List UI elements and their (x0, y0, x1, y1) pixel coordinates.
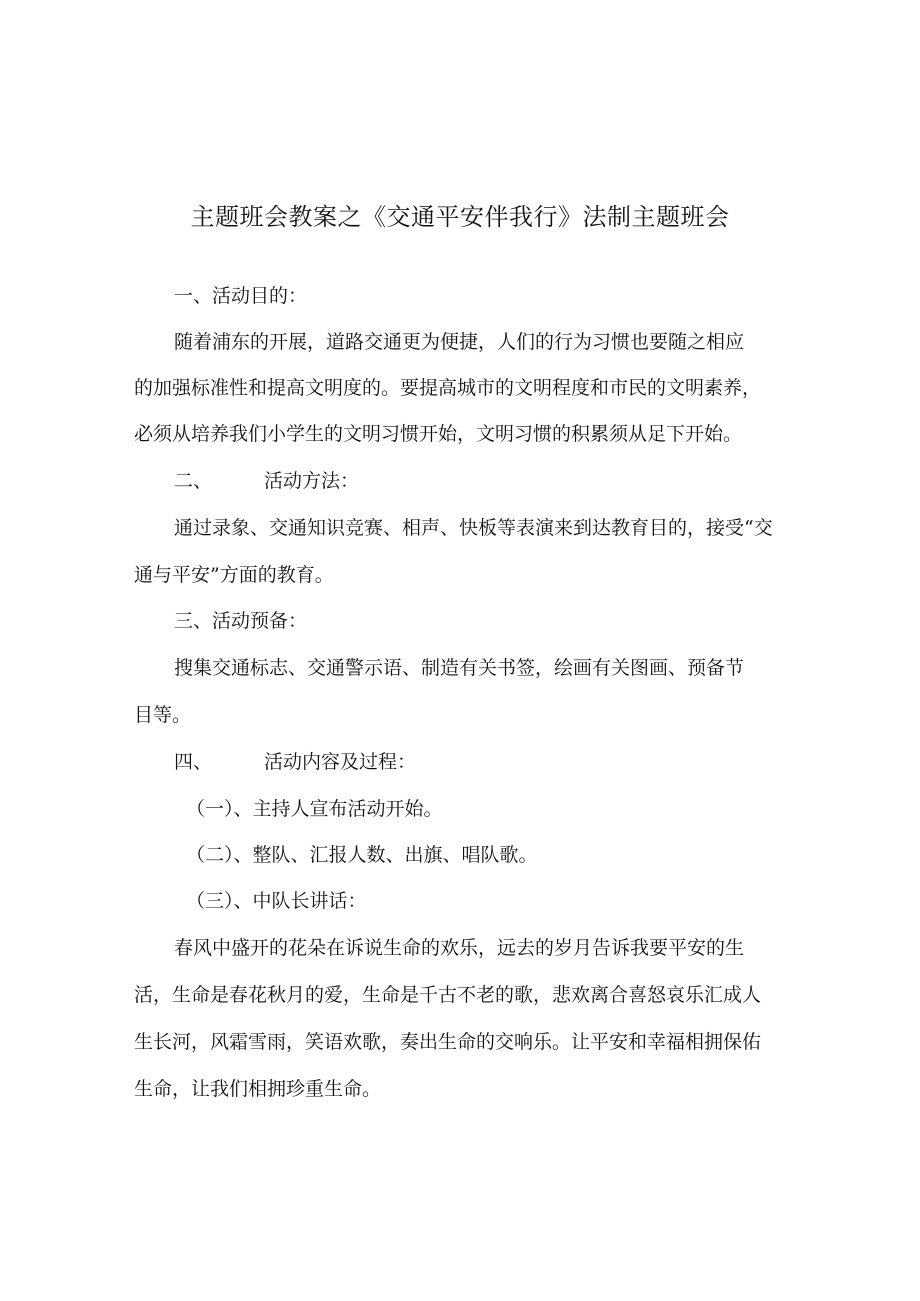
step-item: （三）、中队长讲话： (186, 890, 367, 912)
section-heading (174, 748, 416, 776)
section-heading: 一、活动目的： (174, 285, 308, 307)
paragraph-line: 随着浦东的开展，道路交通更为便捷，人们的行为习惯也要随之相应 (174, 331, 745, 353)
section-heading (174, 467, 359, 495)
paragraph-line: 活，生命是春花秋月的爱，生命是千古不老的歌，悲欢离合喜怒哀乐汇成人 (134, 984, 762, 1006)
paragraph-line: 必须从培养我们小学生的文明习惯开始，文明习惯的积累须从足下开始。 (134, 423, 743, 445)
paragraph-line: 春风中盛开的花朵在诉说生命的欢乐，远去的岁月告诉我要平安的生 (174, 937, 745, 959)
step-item: （二）、整队、汇报人数、出旗、唱队歌。 (186, 844, 538, 866)
step-item: （一）、主持人宣布活动开始。 (186, 798, 443, 820)
section-heading: 三、活动预备： (174, 610, 308, 632)
paragraph-line: 搜集交通标志、交通警示语、制造有关书签，绘画有关图画、预备节 (174, 657, 745, 679)
paragraph-line: 生命，让我们相拥珍重生命。 (134, 1078, 382, 1100)
paragraph-line: 通与平安”方面的教育。 (134, 564, 334, 586)
paragraph-line: 目等。 (134, 704, 192, 726)
paragraph-line: 生长河，风霜雪雨，笑语欢歌，奏出生命的交响乐。让平安和幸福相拥保佑 (134, 1031, 762, 1053)
paragraph-line: 通过录象、交通知识竞赛、相声、快板等表演来到达教育目的，接受“交 (174, 517, 773, 539)
section-number: 四、 (174, 751, 213, 773)
document-title: 主题班会教案之《交通平安伴我行》法制主题班会 (190, 203, 730, 231)
paragraph-line: 的加强标准性和提高文明度的。要提高城市的文明程度和市民的文明素养， (134, 377, 762, 399)
section-number: 二、 (174, 470, 213, 492)
section-label: 活动内容及过程： (264, 751, 417, 773)
section-label: 活动方法： (264, 470, 360, 492)
